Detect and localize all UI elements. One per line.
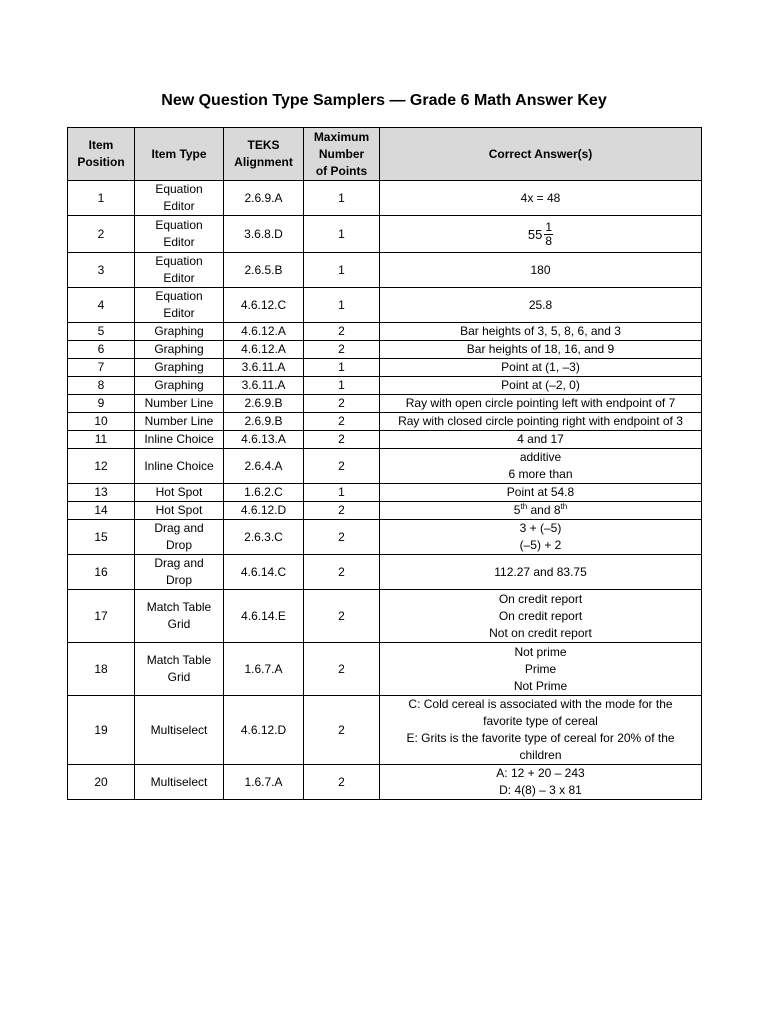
item-type-line: Match Table (146, 600, 212, 614)
cell-item-type (135, 341, 224, 359)
answer-line: Ray with closed circle pointing right with endpoint of 3 (398, 414, 683, 428)
table-row (68, 696, 702, 765)
cell-correct-answer (380, 377, 702, 395)
page-title: New Question Type Samplers — Grade 6 Math Answer Key (161, 92, 607, 109)
answer-line: 4x = 48 (520, 190, 561, 205)
cell-item-position: 2 (68, 216, 135, 253)
answer-line: Not on credit report (489, 625, 592, 640)
answer-line: Point at (–2, 0) (501, 378, 580, 392)
cell-correct-answer (380, 253, 702, 288)
cell-correct-answer (380, 431, 702, 449)
header-text: Position (77, 155, 125, 169)
answer-line: A: 12 + 20 – 243 (496, 766, 585, 780)
cell-item-type (135, 590, 224, 643)
ordinal-number: 8 (553, 503, 561, 517)
answer-line: children (519, 748, 562, 762)
header-teks-alignment (224, 128, 304, 181)
item-type-line: Grid (167, 617, 191, 631)
item-type-line: Equation (155, 218, 203, 232)
table-row (68, 765, 702, 800)
answer-line: Bar heights of 3, 5, 8, 6, and 3 (460, 324, 621, 338)
cell-max-points: 1 (304, 484, 380, 502)
header-correct-answers: Correct Answer(s) (380, 128, 702, 181)
cell-teks-alignment: 3.6.8.D (224, 216, 304, 253)
item-type-line: Editor (163, 235, 195, 249)
cell-item-type (135, 555, 224, 590)
cell-correct-answer (380, 449, 702, 484)
cell-max-points: 2 (304, 590, 380, 643)
cell-max-points: 1 (304, 253, 380, 288)
cell-item-type (135, 484, 224, 502)
header-item-position (68, 128, 135, 181)
cell-item-type (135, 253, 224, 288)
answer-line: Ray with open circle pointing left with endpoint of 7 (405, 396, 676, 410)
cell-item-position: 7 (68, 359, 135, 377)
header-text: Alignment (234, 155, 293, 169)
cell-max-points: 2 (304, 643, 380, 696)
cell-teks-alignment: 4.6.12.C (224, 288, 304, 323)
table-row (68, 288, 702, 323)
header-item-type: Item Type (135, 128, 224, 181)
cell-teks-alignment: 4.6.12.D (224, 502, 304, 520)
cell-max-points: 2 (304, 696, 380, 765)
cell-item-position: 1 (68, 181, 135, 216)
table-row (68, 590, 702, 643)
cell-teks-alignment: 4.6.12.D (224, 696, 304, 765)
cell-correct-answer (380, 555, 702, 590)
table-row (68, 643, 702, 696)
cell-max-points: 2 (304, 323, 380, 341)
table-row (68, 395, 702, 413)
cell-correct-answer (380, 502, 702, 520)
answer-line: 6 more than (508, 467, 573, 481)
item-type-line: Number Line (144, 396, 214, 410)
cell-teks-alignment: 2.6.3.C (224, 520, 304, 555)
item-type-line: Inline Choice (144, 458, 214, 473)
cell-teks-alignment: 2.6.9.B (224, 413, 304, 431)
cell-correct-answer (380, 413, 702, 431)
item-type-line: Inline Choice (144, 432, 214, 446)
header-text: Item (88, 138, 114, 152)
cell-max-points: 1 (304, 377, 380, 395)
cell-item-position: 11 (68, 431, 135, 449)
item-type-line: Hot Spot (155, 503, 203, 517)
item-type-line: Number Line (144, 414, 214, 428)
cell-correct-answer (380, 288, 702, 323)
cell-max-points: 2 (304, 431, 380, 449)
answer-line: 180 (530, 262, 551, 277)
answer-line: favorite type of cereal (483, 714, 598, 728)
cell-max-points: 1 (304, 181, 380, 216)
item-type-line: Drag and (154, 521, 204, 535)
cell-item-position: 16 (68, 555, 135, 590)
answer-line: Not prime (514, 644, 567, 659)
table-row (68, 341, 702, 359)
ordinal-suffix: th (520, 502, 528, 511)
table-row (68, 413, 702, 431)
cell-teks-alignment: 3.6.11.A (224, 359, 304, 377)
cell-correct-answer (380, 323, 702, 341)
cell-item-position: 18 (68, 643, 135, 696)
ordinal-number: 5 (513, 503, 521, 517)
header-max-points (304, 128, 380, 181)
cell-item-type (135, 216, 224, 253)
cell-item-position: 9 (68, 395, 135, 413)
cell-correct-answer (380, 520, 702, 555)
cell-teks-alignment: 1.6.7.A (224, 765, 304, 800)
cell-correct-answer (380, 359, 702, 377)
answer-line: Point at (1, –3) (501, 360, 580, 374)
item-type-line: Drag and (154, 556, 204, 570)
answer-line: 25.8 (528, 297, 553, 312)
cell-item-position: 4 (68, 288, 135, 323)
answer-line: On credit report (498, 591, 583, 606)
answer-line: Prime (524, 661, 557, 676)
item-type-line: Editor (163, 199, 195, 213)
cell-teks-alignment: 2.6.4.A (224, 449, 304, 484)
cell-teks-alignment: 4.6.12.A (224, 323, 304, 341)
cell-max-points: 2 (304, 520, 380, 555)
cell-max-points: 2 (304, 555, 380, 590)
cell-max-points: 2 (304, 449, 380, 484)
item-type-line: Drop (165, 573, 192, 587)
cell-max-points: 2 (304, 502, 380, 520)
cell-item-position: 13 (68, 484, 135, 502)
item-type-line: Multiselect (150, 722, 208, 737)
table-row (68, 484, 702, 502)
cell-item-type (135, 520, 224, 555)
answer-connector: and (527, 503, 554, 517)
cell-correct-answer (380, 643, 702, 696)
item-type-line: Equation (155, 182, 203, 196)
answer-line: Bar heights of 18, 16, and 9 (466, 342, 615, 356)
cell-teks-alignment: 4.6.12.A (224, 341, 304, 359)
item-type-line: Editor (163, 306, 195, 320)
answer-line: 112.27 and 83.75 (494, 564, 587, 579)
cell-teks-alignment: 4.6.14.E (224, 590, 304, 643)
ordinal-suffix: th (560, 502, 568, 511)
answer-line: On credit report (498, 608, 583, 623)
cell-item-type (135, 377, 224, 395)
header-text: Maximum (313, 129, 370, 144)
item-type-line: Equation (155, 254, 203, 268)
cell-item-type (135, 502, 224, 520)
cell-correct-answer (380, 765, 702, 800)
item-type-line: Graphing (154, 360, 204, 374)
item-type-line: Multiselect (150, 774, 208, 789)
cell-teks-alignment: 1.6.2.C (224, 484, 304, 502)
item-type-line: Grid (167, 670, 191, 684)
cell-item-position: 6 (68, 341, 135, 359)
cell-item-position: 8 (68, 377, 135, 395)
table-row (68, 359, 702, 377)
item-type-line: Editor (163, 271, 195, 285)
answer-line: D: 4(8) – 3 x 81 (499, 783, 582, 797)
cell-item-position: 15 (68, 520, 135, 555)
answer-line: 4 and 17 (517, 432, 564, 446)
table-row (68, 449, 702, 484)
cell-item-type (135, 288, 224, 323)
cell-item-type (135, 323, 224, 341)
table-row (68, 502, 702, 520)
cell-max-points: 2 (304, 765, 380, 800)
header-text: of Points (315, 163, 368, 178)
cell-item-position: 10 (68, 413, 135, 431)
item-type-line: Graphing (154, 378, 204, 392)
item-type-line: Graphing (154, 324, 204, 338)
table-body (68, 181, 702, 800)
cell-max-points: 2 (304, 413, 380, 431)
table-row (68, 323, 702, 341)
fraction-numerator: 1 (545, 219, 553, 234)
item-type-line: Hot Spot (155, 485, 203, 499)
table-row (68, 520, 702, 555)
cell-correct-answer (380, 484, 702, 502)
answer-line: additive (519, 450, 562, 464)
answer-line: C: Cold cereal is associated with the mode for the (408, 697, 673, 711)
cell-max-points: 2 (304, 341, 380, 359)
item-type-line: Equation (155, 289, 203, 303)
answer-line: Point at 54.8 (506, 485, 575, 499)
cell-correct-answer (380, 341, 702, 359)
cell-item-position: 3 (68, 253, 135, 288)
cell-item-type (135, 431, 224, 449)
cell-item-position: 17 (68, 590, 135, 643)
cell-max-points: 1 (304, 288, 380, 323)
answer-line: (–5) + 2 (519, 538, 562, 552)
cell-max-points: 1 (304, 359, 380, 377)
item-type-line: Drop (165, 538, 192, 552)
cell-teks-alignment: 2.6.5.B (224, 253, 304, 288)
cell-teks-alignment: 2.6.9.A (224, 181, 304, 216)
table-row (68, 431, 702, 449)
fraction (544, 221, 553, 248)
cell-max-points: 2 (304, 395, 380, 413)
table-row (68, 181, 702, 216)
cell-item-type (135, 359, 224, 377)
cell-item-type (135, 449, 224, 484)
table-header-row (68, 128, 702, 181)
cell-item-type (135, 181, 224, 216)
answer-line: Not Prime (513, 678, 568, 693)
cell-item-position: 19 (68, 696, 135, 765)
cell-item-type (135, 765, 224, 800)
cell-item-position: 20 (68, 765, 135, 800)
answer-key-table (67, 127, 702, 800)
item-type-line: Graphing (154, 342, 204, 356)
cell-teks-alignment: 4.6.14.C (224, 555, 304, 590)
cell-correct-answer (380, 696, 702, 765)
table-row (68, 216, 702, 253)
header-text: TEKS (247, 138, 280, 152)
cell-correct-answer (380, 590, 702, 643)
table-row (68, 253, 702, 288)
cell-correct-answer (380, 216, 702, 253)
cell-item-position: 12 (68, 449, 135, 484)
cell-teks-alignment: 4.6.13.A (224, 431, 304, 449)
cell-max-points: 1 (304, 216, 380, 253)
cell-correct-answer (380, 181, 702, 216)
cell-teks-alignment: 1.6.7.A (224, 643, 304, 696)
cell-correct-answer (380, 395, 702, 413)
cell-item-position: 14 (68, 502, 135, 520)
header-text: Number (318, 146, 365, 161)
item-type-line: Match Table (146, 653, 212, 667)
table-row (68, 377, 702, 395)
fraction-denominator: 8 (545, 233, 553, 248)
cell-item-type (135, 696, 224, 765)
mixed-number-whole: 55 (527, 226, 543, 242)
cell-teks-alignment: 2.6.9.B (224, 395, 304, 413)
cell-item-position: 5 (68, 323, 135, 341)
cell-item-type (135, 395, 224, 413)
table-row (68, 555, 702, 590)
cell-item-type (135, 643, 224, 696)
answer-line: 3 + (–5) (519, 521, 562, 535)
cell-teks-alignment: 3.6.11.A (224, 377, 304, 395)
cell-item-type (135, 413, 224, 431)
answer-line: E: Grits is the favorite type of cereal for 20% of the (406, 731, 675, 745)
